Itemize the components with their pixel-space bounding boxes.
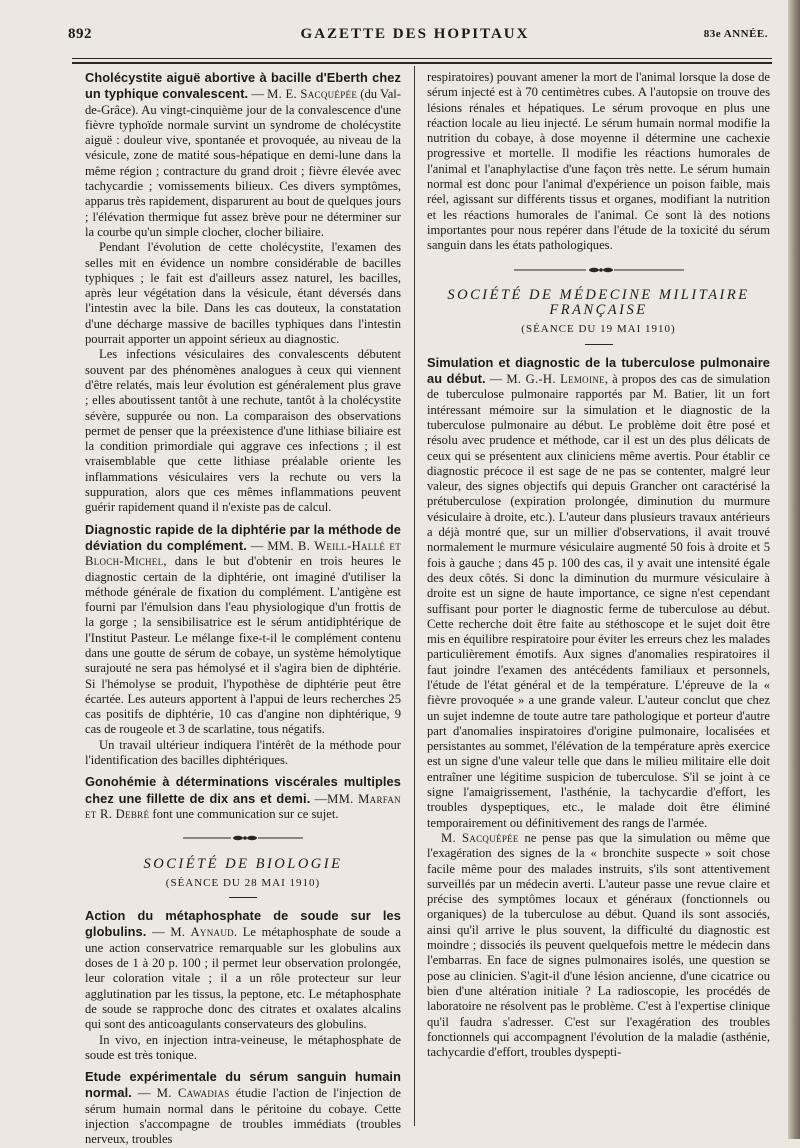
article-author: M. Aynaud [170, 925, 234, 940]
page-header [60, 26, 770, 48]
article-author: M. Sacquépée [441, 830, 519, 845]
article-author: M. Cawadias [156, 1086, 230, 1101]
article-tuberculose: Simulation et diagnostic de la tuberculose pulmonaire au début. — M. G.-H. Lemoine, à propos des cas de simulation de tuberculose pulmonaire rapportés par M. Batier, lit un fort intéressant mémoire sur la simulation et le diagnostic de la tuberculose pulmonaire au début. Le problème doit être posé et résolu avec prudence et méthode, car il est un des plus délicats de ceux qui se présentent aux cliniciens même avertis. Pour établir ce diagnostic précoce il est sage de ne pas se contenter, malgré leur valeur, des signes objectifs qui depuis Grancher ont caractérisé la prétuberculose (expiration prolongée, diminution du murmure vésiculaire à droite, etc.). L'auteur dans plusieurs travaux antérieurs a déjà montré que, sur un millier d'observations, il avait trouvé normalement le murmure vésiculaire augmenté 50 fois à droite et 5 fois à gauche ; dans 45 p. 100 des cas, il y avait une intensité égale des deux côtés. Si donc la diminution du murmure vésiculaire à droite est un signe de haute importance, ce signe n'est cependant suffisant pour porter le diagnostic ferme de tuberculose au début. Cette recherche doit être faite au stéthoscope et le sujet doit être mis en équilibre respiratoire pour éviter les erreurs chez les malades particulièrement émotifs. Aux signes d'anomalies respiratoires il faut joindre l'examen des antécédents familiaux et personnels, l'étude de l'état général et de la température. L'épreuve de la « fièvre provoquée » a une grande valeur. L'auteur conclut que chez un sujet indemne de toute autre tare pathologique et porteur d'autre part d'anomalies inspiratoires d'origine pulmonaire, localisées et persistantes au sommet, l'élévation de la température après exercice est un signe d'une valeur telle que dans le milieu militaire elle doit entraîner une légitime suspicion de tuberculose. S'il se joint à ce signe l'amaigrissement, l'asthénie, la tachycardie d'effort, les troubles dyspeptiques, etc., le malade doit être éliminé temporairement ou définitivement des rangs de l'armée. [427, 354, 771, 830]
article-text: , dans le but d'obtenir en trois heures le diagnostic certain de la diphtérie, ont imaginé d'utiliser la méthode générale de fixation du complément. L'antigène est fourni par l'émulsion dans l'eau physiologique d'un frottis de la gorge ; la sensibilisatrice est le sérum antidiphtérique de l'Institut Pasteur. Le mélange fixe-t-il le complément contenu dans une goutte de sérum de cobaye, un système hémolytique surajouté ne sera pas hémolysé et il s'agira bien de diphtérie. Si l'hémolyse se produit, l'hypothèse de diphtérie peut être écartée. Les auteurs apportent à l'appui de leurs recherches 25 cas positifs de diphtérie, 10 cas d'angine non diphtérique, 9 cas de rougeole et 3 de scarlatine, tous négatifs. [85, 554, 401, 737]
page-number: 892 [68, 26, 92, 42]
article-text: . Le métaphosphate de soude a une action conservatrice remarquable sur les globulins aux doses de 1 à 20 p. 100 ; il permet leur observation prolongée, leur coloration vitale ; il a un rôle protecteur sur leur agglutination par les tissus, la peptone, etc. Le métaphosphate de soude se rapproche donc des citrates et oxalates alcalins qui sont des anticoagulants conservateurs des globulins. [85, 925, 401, 1032]
article-serum: Etude expérimentale du sérum sanguin humain normal. — M. Cawadias étudie l'action de l'injection de sérum humain normal dans le péritoine du cobaye. Cette injection s'accompagne de troubles immédiats (troubles nerveux, troubles [85, 1069, 401, 1147]
column-divider [414, 66, 415, 1126]
session-date: (SÉANCE DU 28 MAI 1910) [165, 876, 321, 889]
article-author: M. E. Sacquépée [267, 87, 358, 102]
article-author: MM. Marfan et R. Debré [85, 791, 401, 821]
journal-title: GAZETTE DES HOPITAUX [300, 26, 530, 42]
article-cholecystite: Cholécystite aiguë abortive à bacille d'Eberth chez un typhique convalescent. — M. E. Sacquépée (du Val-de-Grâce). Au vingt-cinquième jour de la convalescence d'une fièvre typhoïde normale survint un syndrome de cholécystite aiguë : douleur vive, spontanée et provoquée, au niveau de la vésicule, zone de matité sous-hépatique en demi-lune dans la même région ; contracture du grand droit ; fièvre élevée avec tachycardie ; vomissements bilieux. Ces divers symptômes, apparus très rapidement, disparurent au bout de quelques jours ; l'élévation thermique fut assez brève pour ne déterminer sur la courbe qu'un simple clocher, clocher biliaire. [85, 70, 401, 239]
short-rule [229, 897, 257, 898]
article-title: Diagnostic rapide de la diphtérie par la méthode de déviation du complément. [85, 521, 401, 553]
society-title: SOCIÉTÉ DE BIOLOGIE [143, 855, 343, 872]
article-title: Cholécystite aiguë abortive à bacille d'Eberth chez un typhique convalescent. [85, 70, 401, 102]
paragraph: Les infections vésiculaires des convalescents débutent souvent par des phénomènes analogues à ceux qui viennent d'être relatés, mais leur évolution est généralement plus grave ; elles aboutissent tantôt à une rechute, tantôt à la cholécystite sévère, suppurée ou non. La comparaison des observations permet de penser que la préexistence d'une lithiase biliaire est la condition primordiale qui aggrave ces infections ; il est vraisemblable que cette lithiase préalable oriente les inflammations vésiculaires vers la rechute ou vers la suppuration, alors que ces mêmes inflammations peuvent guérir rapidement quand il n'existe pas de calcul. [85, 347, 401, 515]
short-rule [585, 344, 613, 345]
year-label: 83e ANNÉE. [703, 28, 768, 40]
article-text: , à propos des cas de simulation de tuberculose pulmonaire rapportés par M. Batier, lit un fort intéressant mémoire sur la simulation et le diagnostic de la tuberculose pulmonaire au début. Le problème doit être posé et résolu avec prudence et méthode, car il est un des plus délicats de ceux qui se présentent aux cliniciens même avertis. Pour établir ce diagnostic précoce il est sage de ne pas se contenter, malgré leur valeur, des signes objectifs qui depuis Grancher ont caractérisé la prétuberculose (expiration prolongée, diminution du murmure vésiculaire à droite, etc.). L'auteur dans plusieurs travaux antérieurs a déjà montré que, sur un millier d'observations, il avait trouvé normalement le murmure vésiculaire augmenté 50 fois à droite et 5 fois à gauche ; dans 45 p. 100 des cas, il y avait une intensité égale des deux côtés. Si donc la diminution du murmure vésiculaire à droite est un signe de haute importance, ce signe n'est cependant suffisant pour porter le diagnostic ferme de tuberculose au début. Cette recherche doit être faite au stéthoscope et le sujet doit être mis en équilibre respiratoire pour éviter les erreurs chez les malades particulièrement émotifs. Aux signes d'anomalies respiratoires il faut joindre l'examen des antécédents familiaux et personnels, l'étude de l'état général et de la température. L'épreuve de la « fièvre provoquée » a une grande valeur. L'auteur conclut que chez un sujet indemne de toute autre tare pathologique et porteur d'autre part d'anomalies inspiratoires d'origine pulmonaire, localisées et persistantes au sommet, l'élévation de la température après exercice est un signe d'une valeur telle que dans le milieu militaire elle doit entraîner une légitime suspicion de tuberculose. S'il se joint à ce signe l'amaigrissement, l'asthénie, la tachycardie d'effort, les troubles dyspeptiques, etc., le malade doit être éliminé temporairement ou définitivement des rangs de l'armée. [427, 372, 771, 830]
header-rule-thick [72, 62, 772, 64]
page-edge-shadow [788, 0, 800, 1139]
article-diphterie: Diagnostic rapide de la diphtérie par la méthode de déviation du complément. — MM. B. Weill-Hallé et Bloch-Michel, dans le but d'obtenir en trois heures le diagnostic certain de la diphtérie, ont imaginé d'utiliser la méthode générale de fixation du complément. L'antigène est fourni par l'émulsion dans l'eau physiologique d'un frottis de la gorge ; la sensibilisatrice est le sérum antidiphtérique de l'Institut Pasteur. Le mélange fixe-t-il le complément contenu dans une goutte de sérum de cobaye, un système hémolytique surajouté ne sera pas hémolysé et il s'agira bien de diphtérie. Si l'hémolyse se produit, l'hypothèse de diphtérie peut être écartée. Les auteurs apportent à l'appui de leurs recherches 25 cas positifs de diphtérie, 10 cas d'angine non diphtérique, 9 cas de rougeole et 3 de scarlatine, tous négatifs. [85, 521, 402, 737]
article-author: MM. B. Weill-Hallé et Bloch-Michel [85, 538, 402, 569]
ornament-rule-icon [514, 266, 684, 274]
article-title: Simulation et diagnostic de la tuberculose pulmonaire au début. [427, 354, 770, 387]
paragraph [427, 831, 770, 1060]
society-title: SOCIÉTÉ DE MÉDECINE MILITAIRE FRANÇAISE [447, 286, 750, 319]
paragraph: Un travail ultérieur indiquera l'intérêt de la méthode pour l'identification des bacilles diphtériques. [85, 737, 401, 768]
section-ornament [427, 263, 770, 278]
article-title: Action du métaphosphate de soude sur les globulins. [85, 908, 401, 940]
article-text: font une communication sur ce sujet. [152, 806, 339, 821]
article-gonohemie: Gonohémie à déterminations viscérales multiples chez une fillette de dix ans et demi. —MM. Marfan et R. Debré font une communication sur ce sujet. [85, 774, 401, 821]
session-date: (SÉANCE DU 19 MAI 1910) [521, 323, 676, 336]
article-text: (du Val-de-Grâce). Au vingt-cinquième jour de la convalescence d'une fièvre typhoïde normale survint un syndrome de cholécystite aiguë : douleur vive, spontanée et provoquée, au niveau de la vésicule, zone de matité sous-hépatique en demi-lune dans la même région ; contracture du grand droit ; fièvre élevée avec tachycardie ; vomissements bilieux. Ces divers symptômes, apparus très rapidement, disparurent au bout de quelques jours ; l'élévation thermique fut assez brève pour ne déterminer sur la courbe qu'un simple clocher, clocher biliaire. [85, 87, 401, 239]
paragraph: Pendant l'évolution de cette cholécystite, l'examen des selles mit en évidence un nombre considérable de bacilles typhiques ; le fait est d'ailleurs assez naturel, les bacilles, après leur végétation dans la vésicule, étant déversés dans l'intestin avec la bile. Dans les cas douteux, la constatation d'une décharge massive de bacilles typhiques dans l'intestin pourrait apporter un appoint sérieux au diagnostic. [85, 240, 401, 347]
article-serum-continued: respiratoires) pouvant amener la mort de l'animal lorsque la dose de sérum injecté est à 70 centimètres cubes. A l'autopsie on trouve des lésions rénales et hépatiques. Le sérum provoque en plus une réaction locale au lieu injecté. Le sérum humain normal modifie la nutrition du cobaye, à dose moyenne il détermine une cachexie progressive et mortelle. Il modifie les réactions humorales de l'animal et l'anaphylactise d'une façon très nette. Le sérum humain normal est donc pour l'animal d'expérience un poison faible, mais réel, agissant sur différents tissus et organes, modifiant la nutrition et les réactions humorales de l'animal. Ce sont là des notions importantes pour nous repérer dans l'étude de la toxicité du sérum sanguin dans les états pathologiques. [427, 70, 770, 253]
article-text: ne pense pas que la simulation ou même que l'exagération des signes de la « bronchite suspecte » soit chose facile même pour des malades instruits, s'ils sont attentivement surveillés par un médecin averti. L'auteur passe une revue claire et précise des symptômes locaux et généraux (fonctionnels ou organiques) de la tuberculose au début. Quand ils sont associés, ainsi qu'il arrive le plus souvent, la difficulté du diagnostic est moindre ; dissociés ils peuvent quelquefois mettre le médecin dans l'embarras. En face de signes pulmonaires isolés, une question se pose au clinicien. S'agit-il d'une lésion ancienne, d'une cicatrice ou bien d'une altération initiale ? La radioscopie, les procédés de laboratoire ne résolvent pas le problème. C'est à l'expertise clinique qu'il faudra s'adresser. C'est sur l'exagération des troubles fonctionnels qui accompagnent l'évolution de la maladie (asthénie, tachycardie d'effort, troubles dyspepti- [427, 830, 770, 1060]
right-column [427, 70, 770, 1060]
section-ornament [85, 831, 401, 846]
paragraph: In vivo, en injection intra-veineuse, le métaphosphate de soude est très tonique. [85, 1032, 401, 1062]
article-author: M. G.-H. Lemoine [506, 372, 605, 387]
left-column [85, 70, 401, 1148]
article-title: Gonohémie à déterminations viscérales multiples chez une fillette de dix ans et demi. [85, 774, 401, 806]
article-text: étudie l'action de l'injection de sérum humain normal dans le péritoine du cobaye. Cette injection s'accompagne de troubles immédiats (troubles nerveux, troubles [85, 1086, 401, 1147]
article-title: Etude expérimentale du sérum sanguin humain normal. [85, 1069, 401, 1101]
header-rule-thin [72, 58, 772, 59]
ornament-rule-icon [183, 834, 303, 842]
article-metaphosphate: Action du métaphosphate de soude sur les globulins. — M. Aynaud. Le métaphosphate de soude a une action conservatrice remarquable sur les globulins aux doses de 1 à 20 p. 100 ; il permet leur observation prolongée, leur coloration vitale ; il a un rôle protecteur sur leur agglutination par les tissus, la peptone, etc. Le métaphosphate de soude se rapproche donc des citrates et oxalates alcalins qui sont des anticoagulants conservateurs des globulins. [85, 908, 401, 1032]
